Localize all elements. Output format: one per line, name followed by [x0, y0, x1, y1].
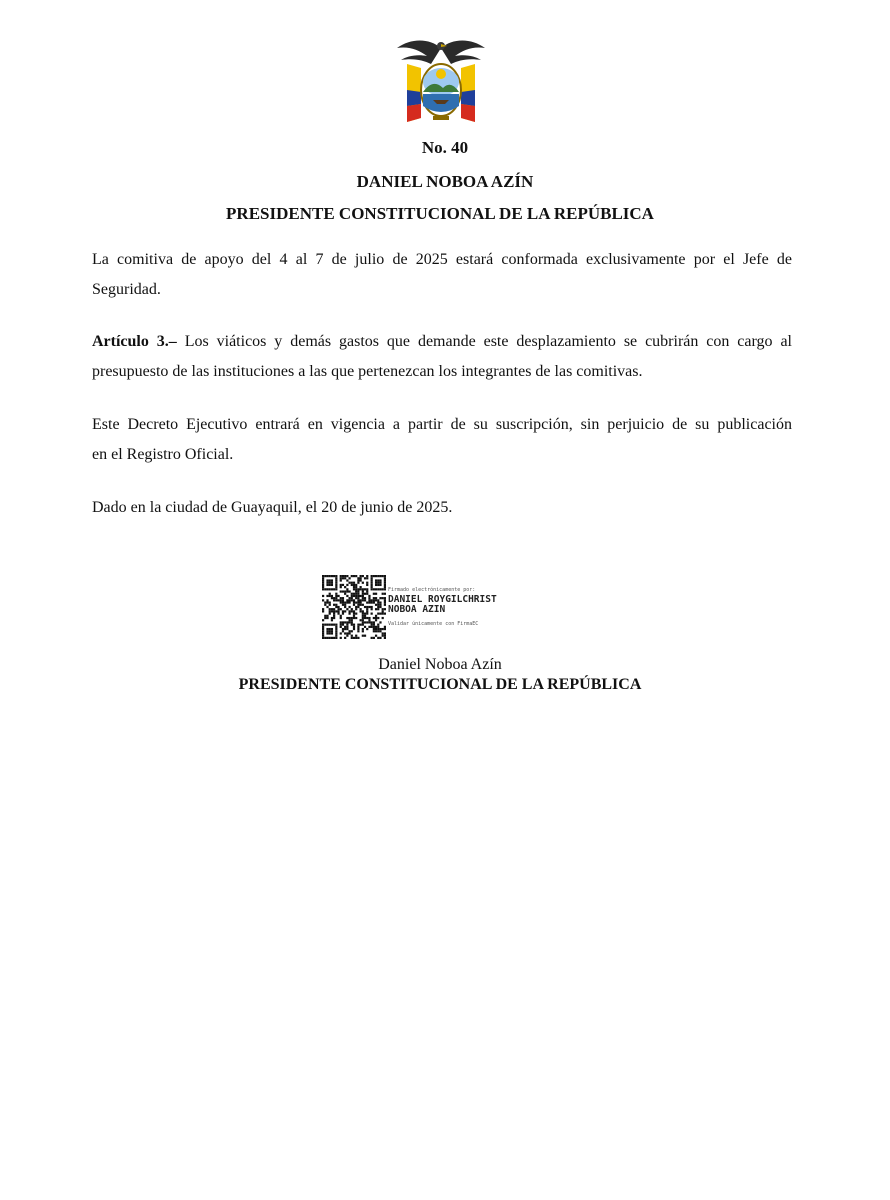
- paragraph-line: Seguridad.: [92, 281, 161, 298]
- qr-code-icon: [322, 575, 386, 639]
- electronic-signature: [322, 575, 522, 639]
- paragraph-vigencia: [92, 410, 792, 470]
- footer-signer-title: PRESIDENTE CONSTITUCIONAL DE LA REPÚBLICA: [238, 676, 642, 693]
- paragraph-line: La comitiva de apoyo del 4 al 7 de julio de 2025 estará conformada exclusivamente por el Jefe de: [92, 251, 792, 268]
- footer-signer-name: Daniel Noboa Azín: [378, 656, 502, 673]
- signed-by-label: Firmado electrónicamente por:: [388, 587, 476, 593]
- coat-of-arms-icon: [393, 34, 489, 126]
- paragraph-comitiva: [92, 245, 792, 305]
- paragraph-line: en el Registro Oficial.: [92, 446, 234, 463]
- paragraph-line: presupuesto de las instituciones a las que pertenezcan los integrantes de las comitivas.: [92, 363, 643, 380]
- paragraph-article-3: [92, 327, 792, 387]
- signature-name-line2: NOBOA AZIN: [388, 604, 446, 615]
- signature-name-line1: DANIEL ROYGILCHRIST: [388, 594, 497, 605]
- signatory-title-heading: PRESIDENTE CONSTITUCIONAL DE LA REPÚBLICA: [226, 204, 654, 223]
- paragraph-line: [92, 327, 792, 357]
- article-text: Los viáticos y demás gastos que demande este desplazamiento se cubrirán con cargo al: [176, 333, 793, 350]
- paragraph-dado-en: Dado en la ciudad de Guayaquil, el 20 de junio de 2025.: [92, 499, 453, 516]
- decree-number: No. 40: [421, 138, 469, 157]
- article-label: Artículo 3.–: [92, 333, 177, 350]
- signatory-name-heading: DANIEL NOBOA AZÍN: [356, 172, 534, 191]
- paragraph-line: Este Decreto Ejecutivo entrará en vigencia a partir de su suscripción, sin perjuicio de su publicación: [92, 416, 792, 433]
- validation-note: Validar únicamente con FirmaEC: [388, 621, 479, 627]
